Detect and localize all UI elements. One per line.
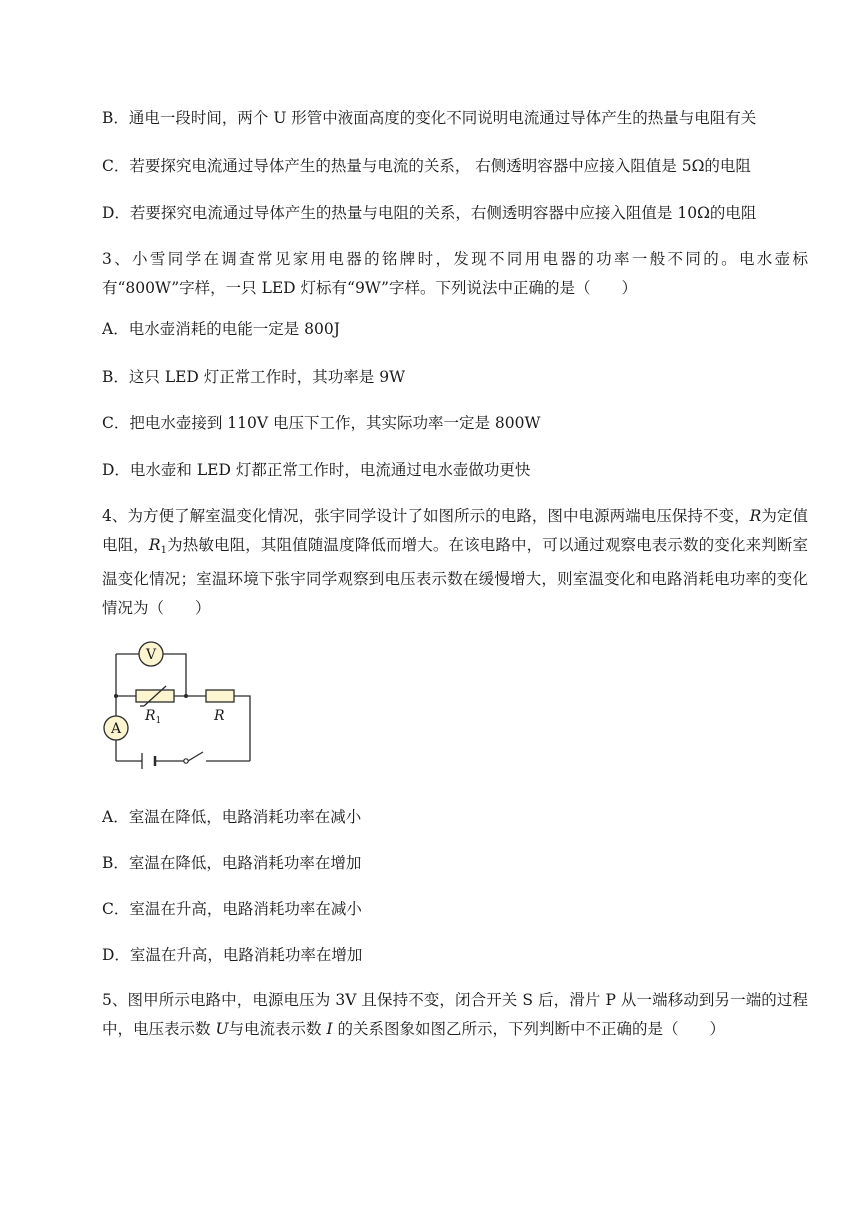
q4-option-c: C．室温在升高，电路消耗功率在减小 [102,900,362,918]
voltmeter-symbol [139,642,163,666]
resistor-r-symbol [206,690,234,702]
r-label: R [214,708,225,724]
q4-option-d: D．室温在升高，电路消耗功率在增加 [102,946,363,964]
ammeter-symbol [104,716,128,740]
q3-option-d: D．电水壶和 LED 灯都正常工作时，电流通过电水壶做功更快 [102,461,531,479]
q2-option-c: C．若要探究电流通过导体产生的热量与电流的关系， 右侧透明容器中应接入阻值是 5Ω的电阻 [102,157,751,175]
q3-option-b: B．这只 LED 灯正常工作时，其功率是 9W [102,368,406,386]
q4-stem: 4、为方便了解室温变化情况，张宇同学设计了如图所示的电路，图中电源两端电压保持不变，R为定值电阻，$R_1$为热敏电阻，其阻值随温度降低而增大。在该电路中，可以通过观察电表示数的变化来判断室温变化情况；室温环境下张宇同学观察到电压表示数在缓慢增大，则室温变化和电路消耗电功率的变化情况为（ ） [102,507,808,617]
q4-option-b: B．室温在降低，电路消耗功率在增加 [102,854,362,872]
switch-contact [184,759,188,763]
voltmeter-label: V [145,647,157,663]
thermistor-r1-symbol [136,686,174,706]
r1-label: $R_1$ [145,708,162,726]
q3-option-c: C．把电水壶接到 110V 电压下工作，其实际功率一定是 800W [102,414,541,432]
battery-symbol [142,753,155,769]
q5-stem: 5、图甲所示电路中，电源电压为 3V 且保持不变，闭合开关 S 后，滑片 P 从一端移动到另一端的过程中，电压表示数 U与电流表示数 I 的关系图象如图乙所示，下列判断中不正确的是（ ） [102,991,808,1038]
q4-option-a: A．室温在降低，电路消耗功率在减小 [102,808,362,826]
circuit-diagram [100,638,260,770]
q2-option-d: D．若要探究电流通过导体产生的热量与电阻的关系，右侧透明容器中应接入阻值是 10Ω的电阻 [102,204,757,222]
q2-option-b: B．通电一段时间，两个 U 形管中液面高度的变化不同说明电流通过导体产生的热量与电阻有关 [102,109,757,127]
q3-option-a: A．电水壶消耗的电能一定是 800J [102,320,340,338]
q3-stem: 3、小雪同学在调查常见家用电器的铭牌时，发现不同用电器的功率一般不同的。电水壶标有“800W”字样，一只 LED 灯标有“9W”字样。下列说法中正确的是（ ） [102,250,808,297]
ammeter-label: A [110,721,122,737]
